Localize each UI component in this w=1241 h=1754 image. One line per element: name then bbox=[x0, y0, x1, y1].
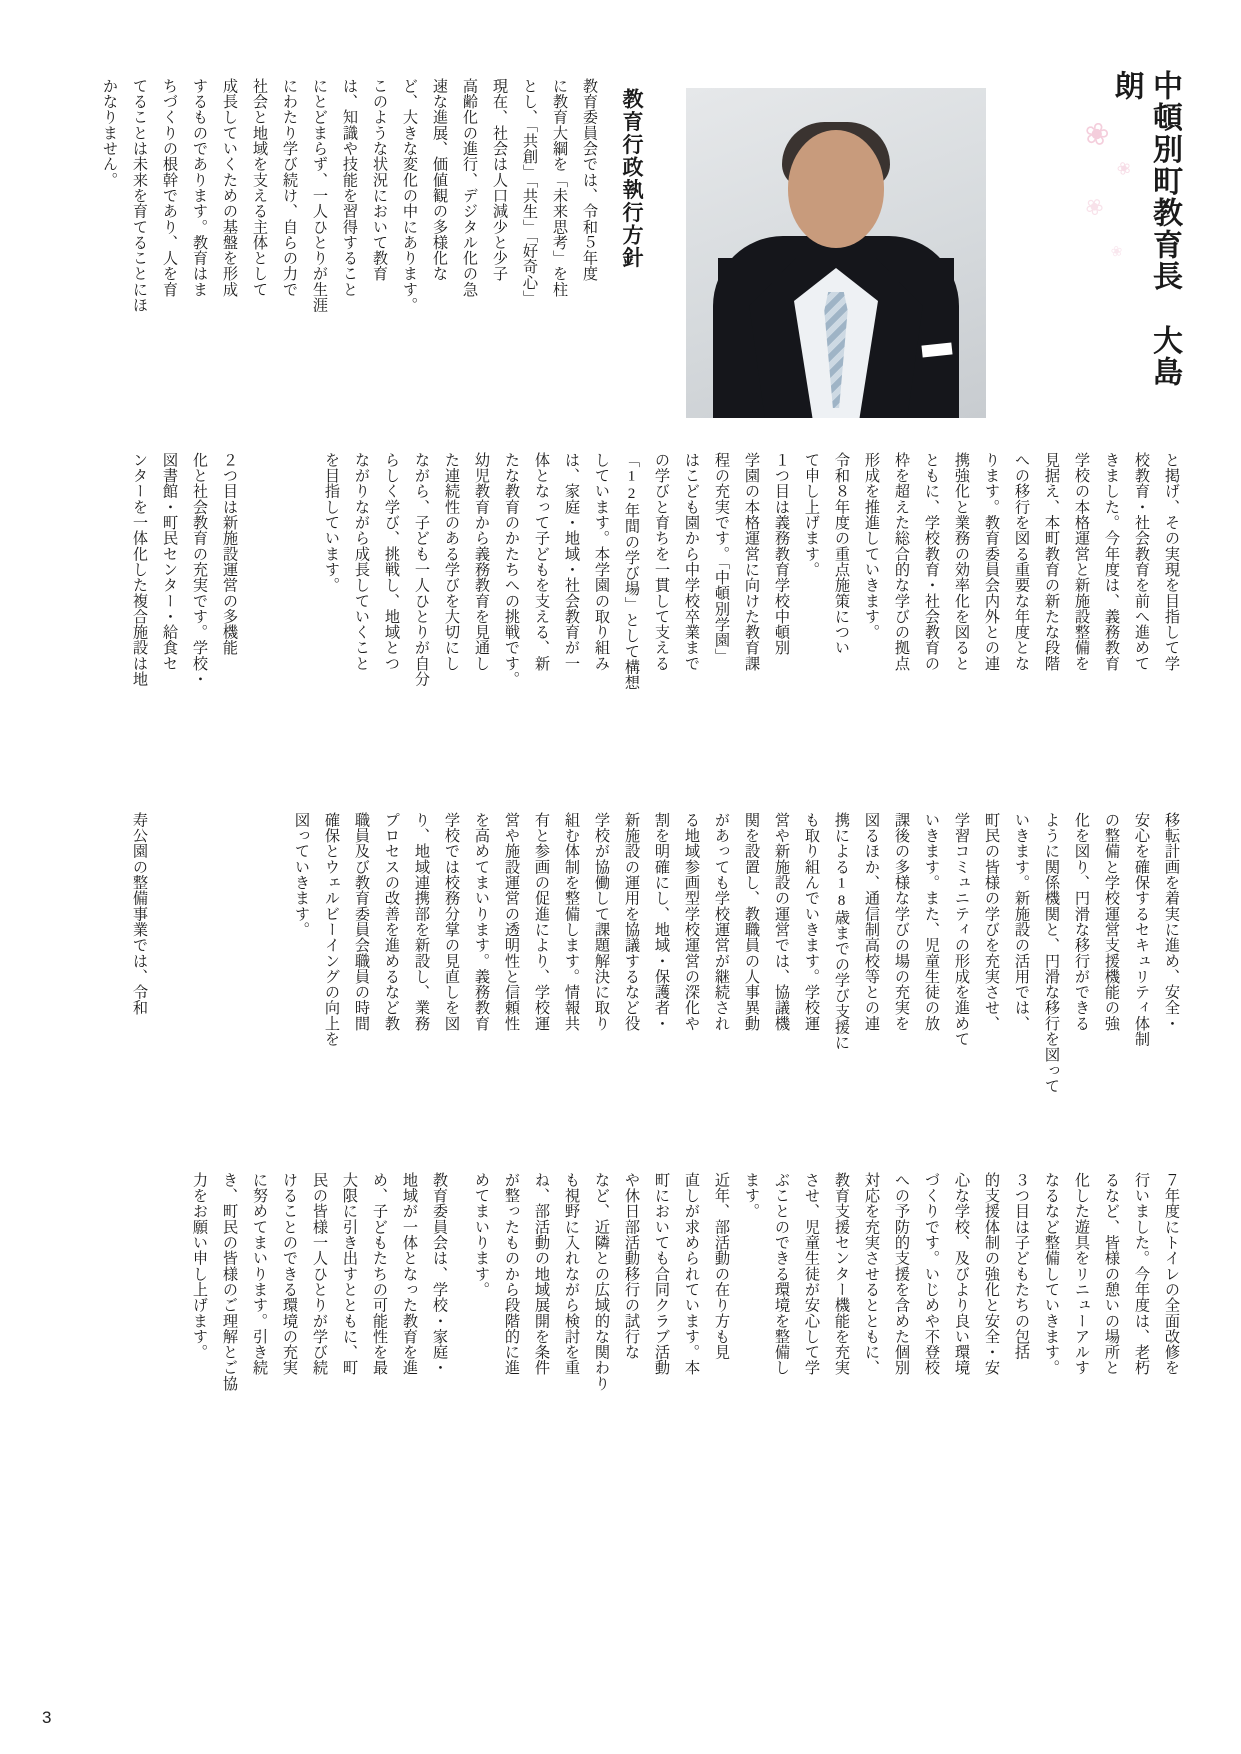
text-column: と掲げ、その実現を目指して学 bbox=[1163, 452, 1180, 672]
text-column: なるなど整備していきます。 bbox=[1043, 1172, 1060, 1376]
text-column: 安心を確保するセキュリティ体制 bbox=[1133, 812, 1150, 1047]
text-column: 直しが求められています。本 bbox=[683, 1172, 700, 1376]
text-column: 成長していくための基盤を形成 bbox=[221, 78, 238, 298]
text-column: てることは未来を育てることにほ bbox=[131, 78, 148, 313]
text-column: の学びと育ちを一貫して支える bbox=[653, 452, 670, 672]
text-column: 化を図り、円滑な移行ができる bbox=[1073, 812, 1090, 1032]
text-column: を目指しています。 bbox=[323, 452, 340, 593]
text-column: 現在、社会は人口減少と少子 bbox=[491, 78, 508, 282]
text-column: ね、部活動の地域展開を条件 bbox=[533, 1172, 550, 1376]
text-column: 的支援体制の強化と安全・安 bbox=[983, 1172, 1000, 1376]
text-column: 学校の本格運営と新施設整備を bbox=[1073, 452, 1090, 672]
text-column: 図っていきます。 bbox=[293, 812, 310, 938]
text-column: への移行を図る重要な年度とな bbox=[1013, 452, 1030, 672]
text-column: 心な学校、及びより良い環境 bbox=[953, 1172, 970, 1376]
text-column: けることのできる環境の充実 bbox=[281, 1172, 298, 1376]
text-column: に教育大綱を「未来思考」を柱 bbox=[551, 78, 568, 298]
text-column: 図書館・町民センター・給食セ bbox=[161, 452, 178, 672]
text-column: も視野に入れながら検討を重 bbox=[563, 1172, 580, 1376]
text-column: 町民の皆様の学びを充実させ、 bbox=[983, 812, 1000, 1032]
text-column: きました。今年度は、義務教育 bbox=[1103, 452, 1120, 672]
text-column: 図るほか、通信制高校等との連 bbox=[863, 812, 880, 1032]
sakura-icon: ❀ bbox=[1113, 157, 1134, 180]
text-column: 体となって子どもを支える、新 bbox=[533, 452, 550, 672]
text-column: にとどまらず、一人ひとりが生涯 bbox=[311, 78, 328, 313]
text-column: プロセスの改善を進めるなど教 bbox=[383, 812, 400, 1032]
text-column: させ、児童生徒が安心して学 bbox=[803, 1172, 820, 1376]
text-column: り、地域連携部を新設し、業務 bbox=[413, 812, 430, 1032]
text-column: 教育支援センター機能を充実 bbox=[833, 1172, 850, 1376]
text-column: 営や施設運営の透明性と信頼性 bbox=[503, 812, 520, 1032]
text-column: 移転計画を着実に進め、安全・ bbox=[1163, 812, 1180, 1032]
text-column: 校教育・社会教育を前へ進めて bbox=[1133, 452, 1150, 672]
text-column: が整ったものから段階的に進 bbox=[503, 1172, 520, 1376]
text-column: き、町民の皆様のご理解とご協 bbox=[221, 1172, 238, 1392]
text-column: は、家庭・地域・社会教育が一 bbox=[563, 452, 580, 672]
text-column: ながら、子ども一人ひとりが自分 bbox=[413, 452, 430, 687]
text-column: 学校が協働して課題解決に取り bbox=[593, 812, 610, 1032]
sakura-icon: ❀ bbox=[1079, 191, 1109, 223]
text-column: 組む体制を整備します。情報共 bbox=[563, 812, 580, 1032]
text-column: ンターを一体化した複合施設は地 bbox=[131, 452, 148, 687]
page-title: 中頓別町教育長 大島 朗 bbox=[1109, 70, 1181, 420]
text-column: するものであります。教育はま bbox=[191, 78, 208, 298]
text-column: るなど、皆様の憩いの場所と bbox=[1103, 1172, 1120, 1376]
text-column: 近年、部活動の在り方も見 bbox=[713, 1172, 730, 1360]
text-column: ともに、学校教育・社会教育の bbox=[923, 452, 940, 672]
text-column: ります。教育委員会内外との連 bbox=[983, 452, 1000, 672]
text-column: ど、大きな変化の中にあります。 bbox=[401, 78, 418, 313]
text-column: ながりながら成長していくこと bbox=[353, 452, 370, 672]
text-column: 形成を推進していきます。 bbox=[863, 452, 880, 640]
text-column: 学校では校務分掌の見直しを図 bbox=[443, 812, 460, 1032]
text-column: しています。本学園の取り組み bbox=[593, 452, 610, 672]
text-column: 携による18歳までの学び支援に bbox=[833, 812, 850, 1051]
text-column: た連続性のある学びを大切にし bbox=[443, 452, 460, 672]
text-column: 地域が一体となった教育を進 bbox=[401, 1172, 418, 1376]
text-column: ます。 bbox=[743, 1172, 760, 1219]
text-column: にわたり学び続け、自らの力で bbox=[281, 78, 298, 298]
text-column: や休日部活動移行の試行な bbox=[623, 1172, 640, 1360]
text-column: ２つ目は新施設運営の多機能 bbox=[221, 452, 238, 656]
text-column: ぶことのできる環境を整備し bbox=[773, 1172, 790, 1376]
portrait-face bbox=[788, 130, 884, 248]
text-column: への予防的支援を含めた個別 bbox=[893, 1172, 910, 1376]
sakura-icon: ❀ bbox=[1080, 115, 1113, 154]
text-column: を高めてまいります。義務教育 bbox=[473, 812, 490, 1032]
text-column: て申し上げます。 bbox=[803, 452, 820, 578]
text-column: 携強化と業務の効率化を図ると bbox=[953, 452, 970, 672]
page-number: 3 bbox=[42, 1708, 52, 1727]
text-column: 見据え、本町教育の新たな段階 bbox=[1043, 452, 1060, 672]
text-column: はこども園から中学校卒業まで bbox=[683, 452, 700, 672]
text-column: は、知識や技能を習得すること bbox=[341, 78, 358, 298]
text-column: このような状況において教育 bbox=[371, 78, 388, 282]
text-column: ７年度にトイレの全面改修を bbox=[1163, 1172, 1180, 1376]
text-column: など、近隣との広域的な関わり bbox=[593, 1172, 610, 1392]
text-column: 職員及び教育委員会職員の時間 bbox=[353, 812, 370, 1032]
text-column: 寿公園の整備事業では、令和 bbox=[131, 812, 148, 1016]
text-column: ちづくりの根幹であり、人を育 bbox=[161, 78, 178, 298]
text-column: らしく学び、挑戦し、地域とつ bbox=[383, 452, 400, 672]
text-column: 幼児教育から義務教育を見通し bbox=[473, 452, 490, 672]
text-column: 確保とウェルビーイングの向上を bbox=[323, 812, 340, 1047]
text-column: 令和８年度の重点施策につい bbox=[833, 452, 850, 656]
text-column: かなりません。 bbox=[101, 78, 118, 188]
text-column: 対応を充実させるとともに、 bbox=[863, 1172, 880, 1376]
text-column: 学園の本格運営に向けた教育課 bbox=[743, 452, 760, 672]
text-column: 町においても合同クラブ活動 bbox=[653, 1172, 670, 1376]
text-column: 行いました。今年度は、老朽 bbox=[1133, 1172, 1150, 1376]
text-column: 速な進展、価値観の多様化な bbox=[431, 78, 448, 282]
text-column: 課後の多様な学びの場の充実を bbox=[893, 812, 910, 1032]
text-column: いきます。また、児童生徒の放 bbox=[923, 812, 940, 1032]
text-column: 民の皆様一人ひとりが学び続 bbox=[311, 1172, 328, 1376]
text-column: いきます。新施設の活用では、 bbox=[1013, 812, 1030, 1032]
section-heading: 教育行政執行方針 bbox=[620, 88, 644, 270]
text-column: 教育委員会では、令和５年度 bbox=[581, 78, 598, 282]
text-column: 有と参画の促進により、学校運 bbox=[533, 812, 550, 1032]
text-column: 新施設の運用を協議するなど役 bbox=[623, 812, 640, 1032]
text-column: 営や新施設の運営では、協議機 bbox=[773, 812, 790, 1032]
text-column: の整備と学校運営支援機能の強 bbox=[1103, 812, 1120, 1032]
text-column: も取り組んでいきます。学校運 bbox=[803, 812, 820, 1032]
text-column: 教育委員会は、学校・家庭・ bbox=[431, 1172, 448, 1376]
sakura-icon: ❀ bbox=[1110, 244, 1124, 261]
text-column: とし、「共創」「共生」「好奇心」 bbox=[521, 78, 538, 306]
text-column: づくりです。いじめや不登校 bbox=[923, 1172, 940, 1376]
text-column: る地域参画型学校運営の深化や bbox=[683, 812, 700, 1032]
text-column: があっても学校運営が継続され bbox=[713, 812, 730, 1032]
text-column: ３つ目は子どもたちの包括 bbox=[1013, 1172, 1030, 1360]
text-column: め、子どもたちの可能性を最 bbox=[371, 1172, 388, 1376]
text-column: 枠を超えた総合的な学びの拠点 bbox=[893, 452, 910, 672]
text-column: 関を設置し、教職員の人事異動 bbox=[743, 812, 760, 1032]
text-column: 「12年間の学び場」として構想 bbox=[623, 452, 640, 691]
text-column: 力をお願い申し上げます。 bbox=[191, 1172, 208, 1360]
text-column: 社会と地域を支える主体として bbox=[251, 78, 268, 298]
text-column: めてまいります。 bbox=[473, 1172, 490, 1298]
text-column: 化と社会教育の充実です。学校・ bbox=[191, 452, 208, 687]
text-column: 高齢化の進行、デジタル化の急 bbox=[461, 78, 478, 298]
text-column: 大限に引き出すとともに、町 bbox=[341, 1172, 358, 1376]
text-column: ように関係機関と、円滑な移行を図って bbox=[1043, 812, 1060, 1094]
text-column: 割を明確にし、地域・保護者・ bbox=[653, 812, 670, 1032]
text-column: 学習コミュニティの形成を進めて bbox=[953, 812, 970, 1047]
text-column: に努めてまいります。引き続 bbox=[251, 1172, 268, 1376]
text-column: 化した遊具をリニューアルす bbox=[1073, 1172, 1090, 1376]
text-column: たな教育のかたちへの挑戦です。 bbox=[503, 452, 520, 687]
portrait-photo bbox=[686, 88, 986, 418]
text-column: １つ目は義務教育学校中頓別 bbox=[773, 452, 790, 656]
text-column: 程の充実です。「中頓別学園」 bbox=[713, 452, 730, 664]
